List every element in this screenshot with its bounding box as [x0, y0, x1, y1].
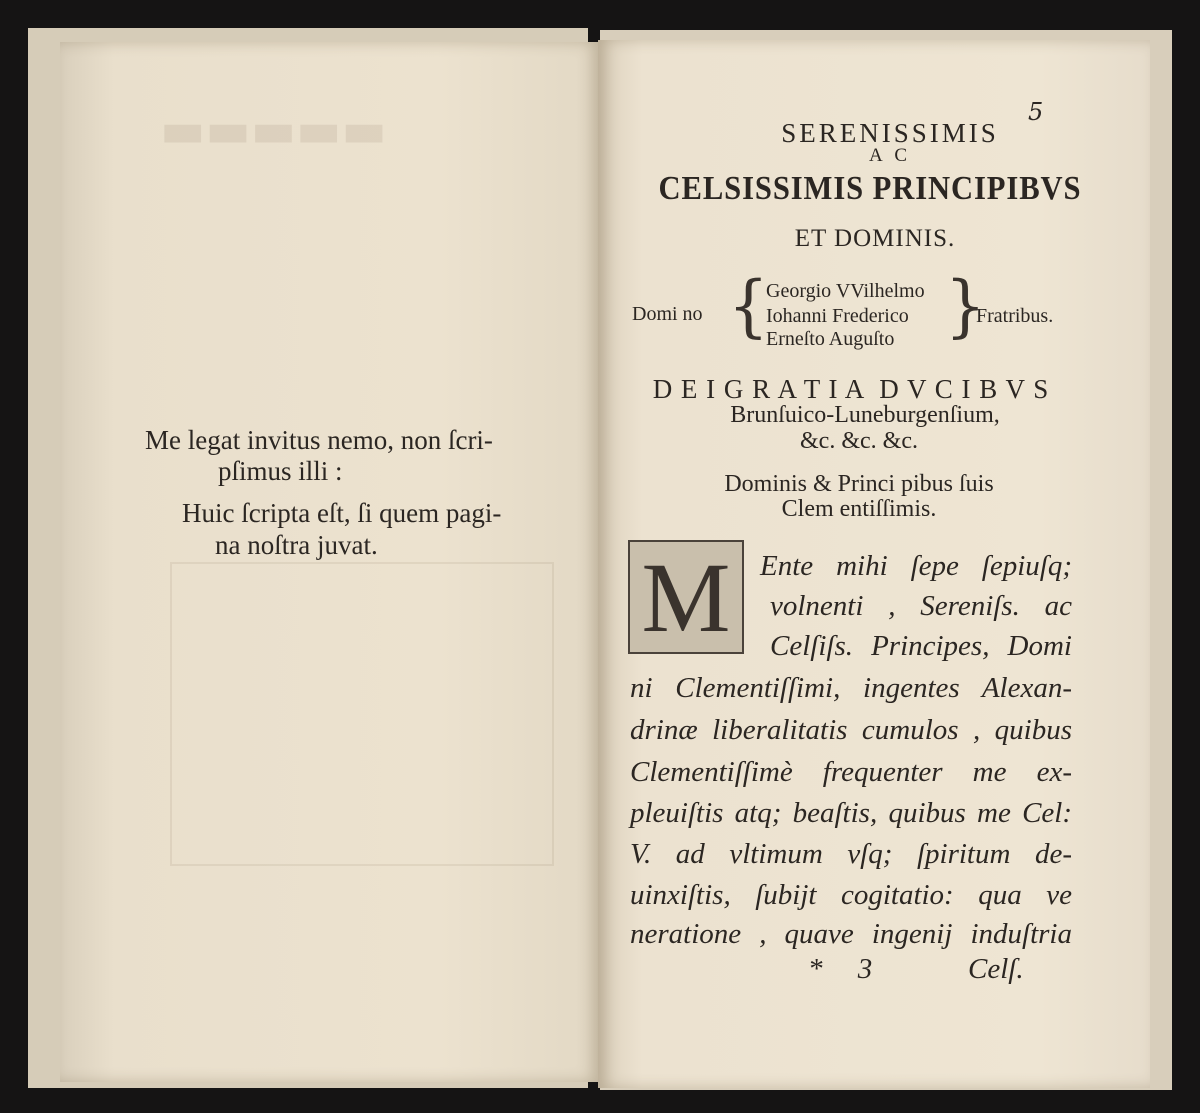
- heading-line: A C: [868, 145, 912, 166]
- dedication-left: Domi no: [632, 303, 703, 325]
- epigraph-line: pſimus illi :: [218, 456, 343, 486]
- heading-line: ET DOMINIS.: [794, 225, 956, 252]
- dedication-name: Erneſto Auguſto: [766, 328, 895, 350]
- heading-line: SERENISSIMIS: [781, 118, 999, 148]
- right-brace-ornament: }: [945, 268, 986, 346]
- body-line: Ente mihi ſepe ſepiuſq;: [760, 550, 1072, 582]
- body-line: ni Clementiſſimi, ingentes Alexan-: [630, 672, 1072, 704]
- title-line: Brunſuico-Luneburgenſium,: [730, 402, 1000, 428]
- dedication-name: Iohanni Frederico: [766, 305, 909, 327]
- title-line: &c. &c. &c.: [800, 428, 918, 454]
- dedication-name: Georgio VVilhelmo: [766, 280, 925, 302]
- body-line: neratione , quave ingenij induſtria: [630, 918, 1072, 950]
- epigraph-line: na noſtra juvat.: [215, 530, 378, 560]
- decorated-initial-letter: M: [628, 540, 744, 654]
- epigraph-line: Huic ſcripta eſt, ſi quem pagi-: [182, 498, 502, 528]
- body-line: Clementiſſimè frequenter me ex-: [630, 756, 1072, 788]
- left-brace-ornament: {: [728, 268, 769, 346]
- title-line: Dominis & Princi pibus ſuis: [724, 471, 994, 497]
- bleed-through-decoration: ▬▬▬▬▬: [160, 102, 387, 158]
- title-line: Clem entiſſimis.: [781, 496, 937, 522]
- catchword: Celſ.: [968, 953, 1024, 985]
- heading-line: CELSISSIMIS PRINCIPIBVS: [658, 170, 1082, 207]
- bleed-through-decoration: [170, 562, 554, 866]
- body-line: uinxiſtis, ſubijt cogitatio: qua ve: [630, 879, 1072, 911]
- signature-mark: * 3: [808, 953, 873, 985]
- dedication-right: Fratribus.: [976, 305, 1054, 327]
- left-page: [60, 42, 600, 1082]
- title-line: D E I G R A T I A D V C I B V S: [652, 374, 1050, 404]
- body-line: Celſiſs. Principes, Domi: [770, 630, 1072, 662]
- body-line: volnenti , Sereniſs. ac: [770, 590, 1072, 622]
- page-number: 5: [1028, 98, 1044, 126]
- body-line: drinæ liberalitatis cumulos , quibus: [630, 714, 1072, 746]
- body-line: V. ad vltimum vſq; ſpiritum de-: [630, 838, 1072, 870]
- body-line: pleuiſtis atq; beaſtis, quibus me Cel:: [630, 797, 1072, 829]
- epigraph-line: Me legat invitus nemo, non ſcri-: [145, 425, 493, 455]
